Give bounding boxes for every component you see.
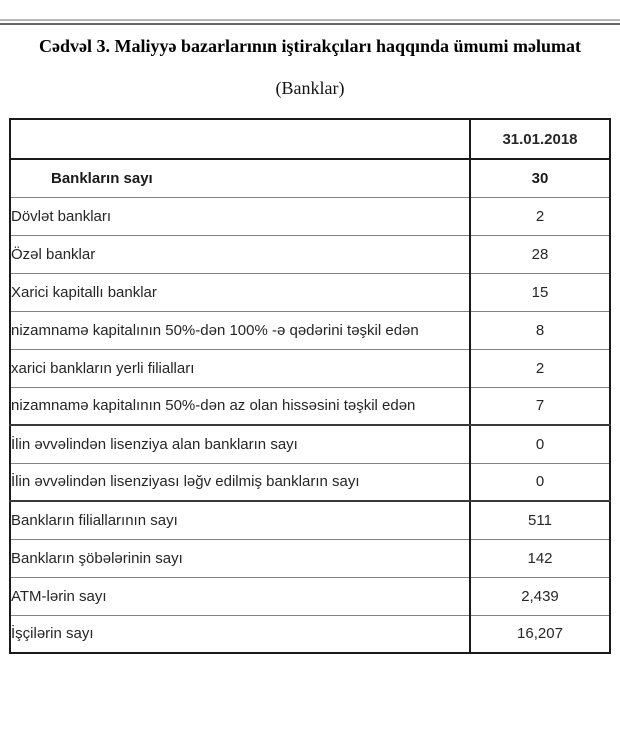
- row-label: nizamnamə kapitalının 50%-dən az olan hissəsini təşkil edən: [10, 387, 470, 425]
- row-label: xarici bankların yerli filialları: [10, 349, 470, 387]
- row-value: 2: [470, 349, 610, 387]
- row-label: nizamnamə kapitalının 50%-dən 100% -ə qədərini təşkil edən: [10, 311, 470, 349]
- table-row: [10, 615, 610, 653]
- row-label: Xarici kapitallı banklar: [10, 273, 470, 311]
- row-value: 30: [470, 159, 610, 197]
- row-value: 0: [470, 425, 610, 463]
- row-value: 28: [470, 235, 610, 273]
- table-row: [10, 501, 610, 539]
- table-row: [10, 197, 610, 235]
- date-column-header: 31.01.2018: [470, 119, 610, 159]
- page-subtitle: (Banklar): [275, 78, 345, 98]
- row-label: İlin əvvəlindən lisenziya alan bankların sayı: [10, 425, 470, 463]
- row-label: İşçilərin sayı: [10, 615, 470, 653]
- table-row: [10, 159, 610, 197]
- row-label: ATM-lərin sayı: [10, 577, 470, 615]
- table-row: [10, 273, 610, 311]
- row-value: 2,439: [470, 577, 610, 615]
- banks-statistics-table: [9, 118, 611, 654]
- row-value: 511: [470, 501, 610, 539]
- row-label: Dövlət bankları: [10, 197, 470, 235]
- row-value: 16,207: [517, 625, 563, 643]
- empty-header-cell: [10, 119, 470, 159]
- table-header-row: [10, 119, 610, 159]
- page-title: Cədvəl 3. Maliyyə bazarlarının iştirakçıları haqqında ümumi məlumat: [38, 36, 581, 56]
- row-label: İlin əvvəlindən lisenziyası ləğv edilmiş bankların sayı: [10, 463, 470, 501]
- table-row: [10, 387, 610, 425]
- table-row: [10, 425, 610, 463]
- table-row: [10, 463, 610, 501]
- row-label: Bankların filiallarının sayı: [10, 501, 470, 539]
- row-label: Bankların şöbələrinin sayı: [10, 539, 470, 577]
- row-value: 15: [470, 273, 610, 311]
- table-row: [10, 577, 610, 615]
- table-row: [10, 539, 610, 577]
- row-value: 2: [470, 197, 610, 235]
- row-value: 7: [470, 387, 610, 425]
- row-label: Özəl banklar: [10, 235, 470, 273]
- header-divider-rule: [0, 19, 620, 25]
- row-label: Bankların sayı: [10, 159, 470, 197]
- table-row: [10, 349, 610, 387]
- document-page: [0, 19, 620, 743]
- row-value: 8: [470, 311, 610, 349]
- row-value: 142: [470, 539, 610, 577]
- table-header: [10, 119, 610, 159]
- row-value: 0: [470, 463, 610, 501]
- table-row: [10, 235, 610, 273]
- table-body: [10, 159, 610, 653]
- table-row: [10, 311, 610, 349]
